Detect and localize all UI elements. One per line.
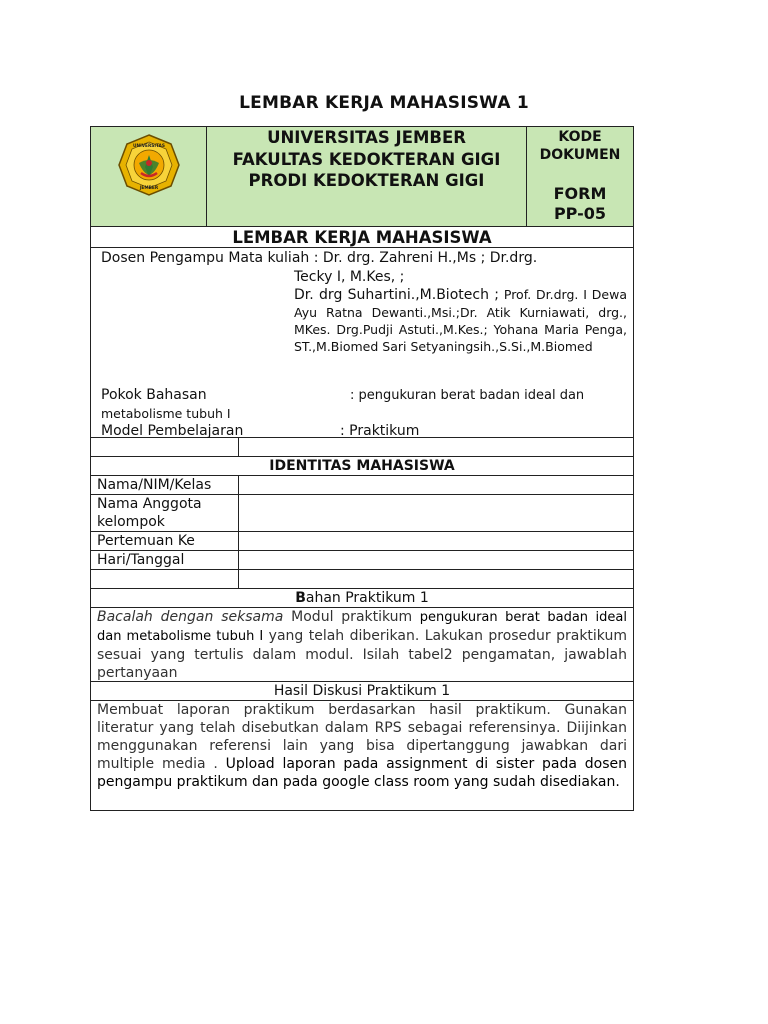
form-header bbox=[90, 126, 634, 227]
discussion-title: Hasil Diskusi Praktikum 1 bbox=[90, 682, 634, 701]
dokumen-line: DOKUMEN bbox=[539, 147, 621, 163]
material-instructions bbox=[90, 608, 634, 682]
faculty-name: FAKULTAS KEDOKTERAN GIGI bbox=[232, 149, 501, 169]
field-label-nim: Nama/NIM/Kelas bbox=[91, 476, 239, 494]
svg-text:JEMBER: JEMBER bbox=[139, 186, 158, 191]
course-info bbox=[90, 248, 634, 438]
field-label-date: Hari/Tanggal bbox=[91, 551, 239, 569]
instruction-italic: Bacalah dengan seksama bbox=[97, 609, 284, 625]
identity-row bbox=[90, 551, 634, 570]
discussion-instructions bbox=[90, 701, 634, 811]
blank-row bbox=[90, 438, 634, 457]
sheet-subtitle: LEMBAR KERJA MAHASISWA bbox=[90, 227, 634, 248]
lecturer-names-3: Dr. drg Suhartini.,M.Biotech ; bbox=[294, 287, 499, 303]
university-name-cell bbox=[207, 127, 527, 226]
discussion-text-a: Membuat laporan praktikum berdasarkan hasil praktikum. Gunakan literatur yang telah disebutkan dalam RPS sebagai referensinya. Diijinkan menggunakan referensi lain yang bisa dipertanggung jawabkan dari multiple media . bbox=[97, 702, 627, 772]
field-label-meeting: Pertemuan Ke bbox=[91, 532, 239, 550]
lecturer-label: Dosen Pengampu Mata kuliah : bbox=[101, 250, 319, 266]
form-code-line: PP-05 bbox=[553, 204, 607, 223]
blank-value bbox=[239, 438, 633, 456]
page-title: LEMBAR KERJA MAHASISWA 1 bbox=[239, 93, 529, 113]
material-title-rest: ahan Praktikum 1 bbox=[305, 590, 429, 606]
logo-cell bbox=[91, 127, 207, 226]
topic-value: : pengukuran berat badan ideal dan bbox=[350, 388, 585, 403]
lecturer-names-1: Dr. drg. Zahreni H.,Ms ; Dr.drg. bbox=[322, 250, 538, 266]
university-logo-icon bbox=[117, 133, 181, 197]
lecturer-first-line bbox=[101, 250, 537, 266]
topic-label: Pokok Bahasan bbox=[101, 387, 207, 403]
program-name: PRODI KEDOKTERAN GIGI bbox=[248, 171, 485, 190]
instruction-text-c: yang telah diberikan. Lakukan prosedur praktikum sesuai yang tertulis dalam modul. Isilah tabel2 pengamatan, jawablah pertanyaan bbox=[97, 628, 627, 681]
material-title bbox=[90, 589, 634, 608]
student-identity-title: IDENTITAS MAHASISWA bbox=[90, 457, 634, 476]
instruction-text-b: pengukuran berat badan ideal dan metabolisme tubuh I bbox=[97, 610, 627, 644]
svg-text:UNIVERSITAS: UNIVERSITAS bbox=[132, 144, 165, 149]
kode-line: KODE bbox=[558, 129, 602, 145]
field-input-nim[interactable] bbox=[239, 476, 633, 494]
material-title-initial: B bbox=[295, 590, 306, 606]
discussion-text-b: Upload laporan pada assignment di sister pada dosen pengampu praktikum dan pada google class room yang sudah disediakan. bbox=[97, 756, 627, 790]
field-input-empty[interactable] bbox=[239, 570, 633, 588]
worksheet-form bbox=[90, 126, 634, 811]
form-line: FORM bbox=[553, 184, 607, 203]
document-code-label bbox=[527, 127, 633, 164]
blank-key bbox=[91, 438, 239, 456]
identity-row bbox=[90, 570, 634, 589]
instruction-text-a: Modul praktikum bbox=[283, 609, 413, 625]
field-label-group: Nama Anggota kelompok bbox=[91, 495, 239, 531]
identity-row bbox=[90, 532, 634, 551]
field-label-empty bbox=[91, 570, 239, 588]
lecturer-names-4: Prof. Dr.drg. I Dewa Ayu Ratna Dewanti.,Msi.;Dr. Atik Kurniawati, drg., MKes. Drg.Pudji Astuti.,M.Kes.; Yohana Maria Penga, ST.,M.Biomed Sari Setyaningsih.,S.Si.,M.Biomed bbox=[294, 287, 627, 354]
field-input-meeting[interactable] bbox=[239, 532, 633, 550]
field-input-group[interactable] bbox=[239, 495, 633, 531]
identity-row bbox=[90, 476, 634, 495]
form-number bbox=[527, 184, 633, 224]
topic-value-cont: metabolisme tubuh I bbox=[101, 406, 231, 421]
lecturer-names-2: Tecky I, M.Kes, ; bbox=[294, 269, 405, 285]
university-name: UNIVERSITAS JEMBER bbox=[267, 128, 466, 147]
learning-model-label: Model Pembelajaran bbox=[101, 423, 244, 439]
identity-row bbox=[90, 495, 634, 532]
field-input-date[interactable] bbox=[239, 551, 633, 569]
document-code-cell bbox=[527, 127, 633, 226]
lecturer-names-rest bbox=[294, 286, 627, 355]
learning-model-value: : Praktikum bbox=[340, 423, 420, 439]
